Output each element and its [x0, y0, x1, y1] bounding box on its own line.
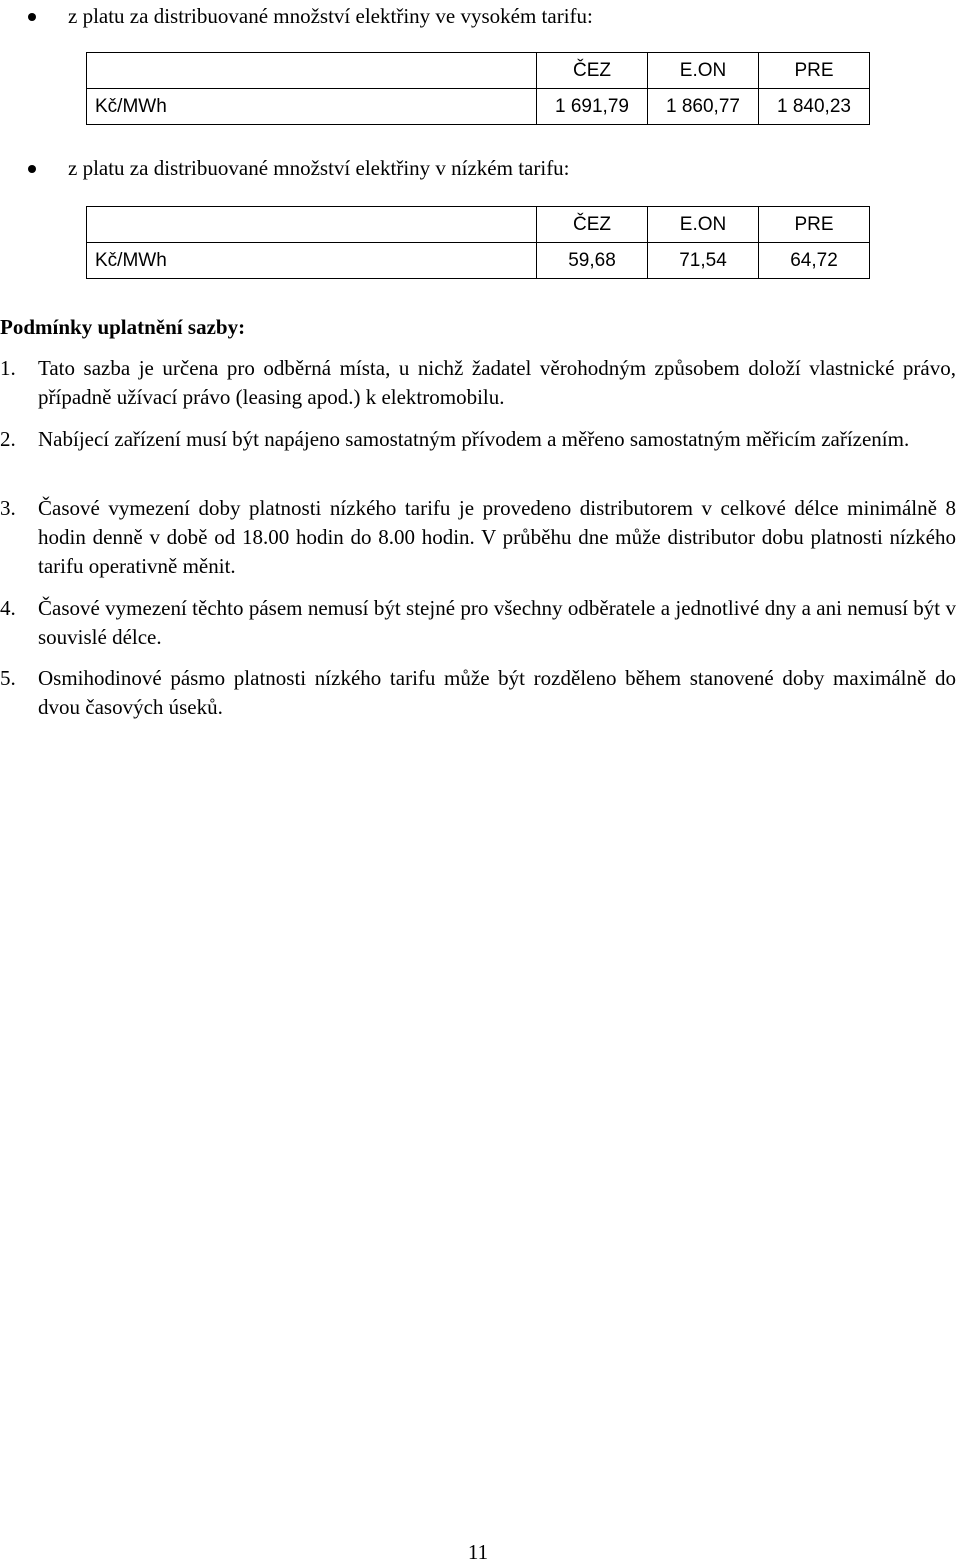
- column-header-pre: PRE: [759, 53, 870, 89]
- value-eon: 71,54: [648, 243, 759, 279]
- condition-text: Osmihodinové pásmo platnosti nízkého tarifu může být rozděleno během stanovené doby maximálně do dvou časových úseků.: [38, 666, 956, 719]
- unit-label: Kč/MWh: [87, 243, 534, 279]
- conditions-title: Podmínky uplatnění sazby:: [0, 315, 246, 339]
- bullet-high-tariff: [0, 2, 960, 30]
- bullet-low-tariff: [0, 154, 960, 182]
- condition-number: 1.: [0, 356, 16, 380]
- condition-item-3: [0, 494, 956, 581]
- condition-number: 4.: [0, 596, 16, 620]
- bullet-low-tariff-text: z platu za distribuované množství elektřiny v nízkém tarifu:: [68, 156, 570, 180]
- value-pre: 1 840,23: [759, 89, 870, 125]
- value-eon: 1 860,77: [648, 89, 759, 125]
- bullet-icon: [28, 13, 36, 21]
- unit-label: Kč/MWh: [87, 89, 534, 125]
- condition-item-1: [0, 354, 956, 412]
- column-header-eon: E.ON: [648, 207, 759, 243]
- page-number: 11: [467, 1540, 489, 1564]
- value-cez: 1 691,79: [537, 89, 648, 125]
- column-header-cez: ČEZ: [537, 207, 648, 243]
- condition-number: 5.: [0, 666, 16, 690]
- bullet-high-tariff-text: z platu za distribuované množství elektřiny ve vysokém tarifu:: [68, 4, 593, 28]
- value-pre: 64,72: [759, 243, 870, 279]
- table-row: [87, 243, 870, 279]
- column-header-eon: E.ON: [648, 53, 759, 89]
- condition-item-2: [0, 425, 956, 454]
- condition-item-4: [0, 594, 956, 652]
- high-tariff-table: [86, 52, 870, 125]
- condition-text: Časové vymezení doby platnosti nízkého tarifu je provedeno distributorem v celkové délce minimálně 8 hodin denně v době od 18.00 hodin do 8.00 hodin. V průběhu dne může distributor dobu platnosti nízkého tarifu operativně měnit.: [38, 496, 956, 578]
- table-row: [87, 89, 870, 125]
- condition-text: Tato sazba je určena pro odběrná místa, u nichž žadatel věrohodným způsobem doloží vlastnické právo, případně užívací právo (leasing apod.) k elektromobilu.: [38, 356, 956, 409]
- value-cez: 59,68: [537, 243, 648, 279]
- table-header-row: [87, 53, 870, 89]
- condition-item-5: [0, 664, 956, 722]
- condition-number: 2.: [0, 427, 16, 451]
- table-header-row: [87, 207, 870, 243]
- column-header-cez: ČEZ: [537, 53, 648, 89]
- column-header-pre: PRE: [759, 207, 870, 243]
- condition-text: Nabíjecí zařízení musí být napájeno samostatným přívodem a měřeno samostatným měřicím zařízením.: [38, 427, 910, 451]
- low-tariff-table: [86, 206, 870, 279]
- bullet-icon: [28, 165, 36, 173]
- condition-text: Časové vymezení těchto pásem nemusí být stejné pro všechny odběratele a jednotlivé dny a ani nemusí být v souvislé délce.: [38, 596, 956, 649]
- condition-number: 3.: [0, 496, 16, 520]
